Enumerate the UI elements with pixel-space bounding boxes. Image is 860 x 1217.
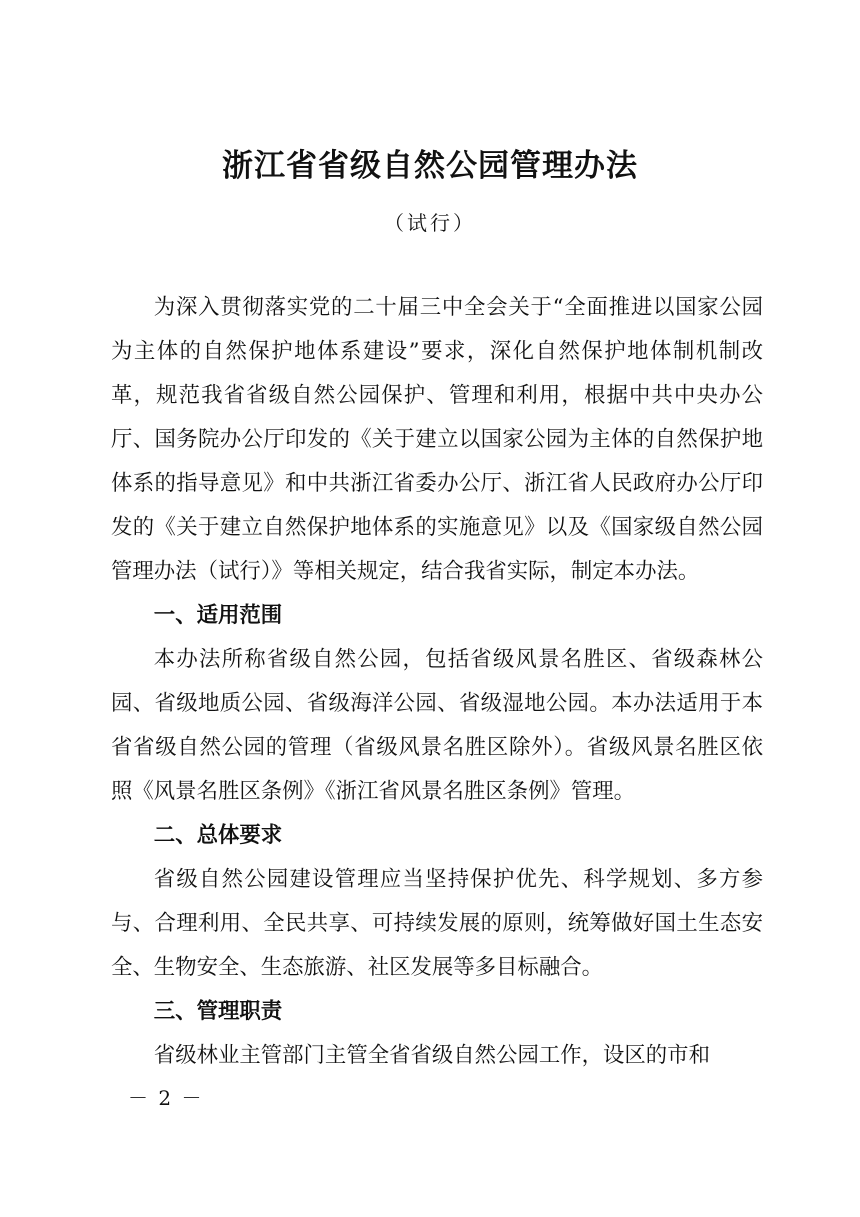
section-paragraph-scope: 本办法所称省级自然公园，包括省级风景名胜区、省级森林公园、省级地质公园、省级海洋公园、省级湿地公园。本办法适用于本省省级自然公园的管理（省级风景名胜区除外）。省级风景名胜区依照《风景名胜区条例》《浙江省风景名胜区条例》管理。: [111, 647, 763, 804]
section-heading-general-requirements: 二、总体要求: [153, 823, 283, 848]
intro-paragraph: 为深入贯彻落实党的二十届三中全会关于“全面推进以国家公园为主体的自然保护地体系建设”要求，深化自然保护地体制机制改革，规范我省省级自然公园保护、管理和利用，根据中共中央办公厅、国务院办公厅印发的《关于建立以国家公园为主体的自然保护地体系的指导意见》和中共浙江省委办公厅、浙江省人民政府办公厅印发的《关于建立自然保护地体系的实施意见》以及《国家级自然公园管理办法（试行）》等相关规定，结合我省实际，制定本办法。: [111, 295, 763, 584]
section-heading-management-duties: 三、管理职责: [153, 999, 283, 1024]
section-paragraph-management-duties: 省级林业主管部门主管全省省级自然公园工作，设区的市和: [153, 1043, 710, 1068]
page-title: 浙江省省级自然公园管理办法: [222, 148, 638, 184]
section-paragraph-general-requirements: 省级自然公园建设管理应当坚持保护优先、科学规划、多方参与、合理利用、全民共享、可持续发展的原则，统筹做好国土生态安全、生物安全、生态旅游、社区发展等多目标融合。: [111, 867, 763, 980]
document-body: [111, 286, 763, 1078]
page-subtitle: （试行）: [384, 211, 476, 235]
section-heading-scope: 一、适用范围: [153, 603, 283, 628]
page-number: － 2 －: [128, 1086, 204, 1110]
